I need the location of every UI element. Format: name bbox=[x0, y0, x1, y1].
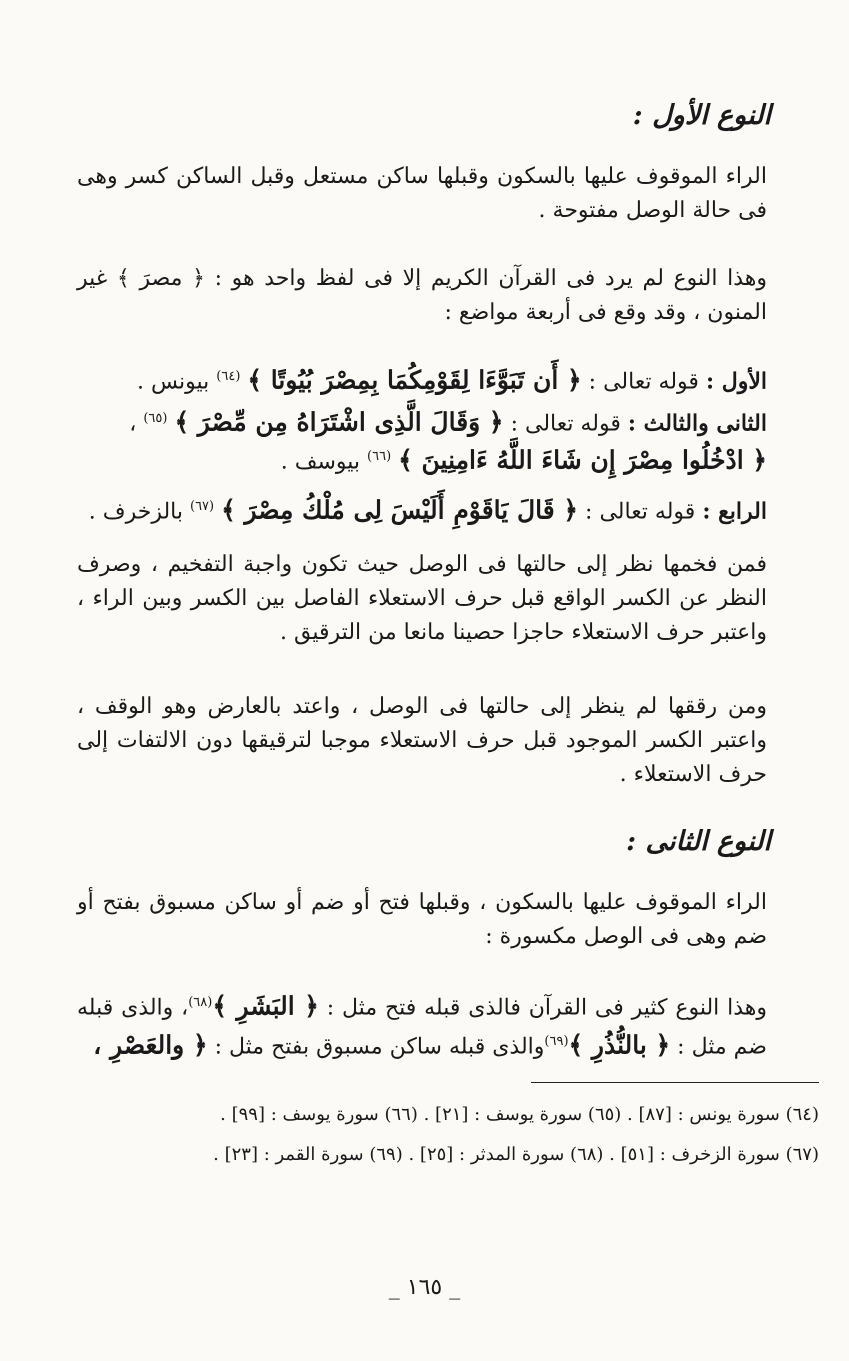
footnote-line: (٦٤) سورة يونس : [٨٧] . (٦٥) سورة يوسف : [٢١] . (٦٦) سورة يوسف : [٩٩] . bbox=[220, 1104, 819, 1125]
example-fourth bbox=[77, 490, 767, 529]
paragraph-definition-2: الراء الموقوف عليها بالسكون ، وقبلها فتح أو ضم أو ساكن مسبوق بفتح أو ضم وهى فى الوصل مكسورة : bbox=[77, 890, 767, 949]
examples-text-a: وهذا النوع كثير فى القرآن فالذى قبله فتح مثل : bbox=[318, 995, 767, 1021]
section-heading-first-type: النوع الأول : bbox=[632, 100, 771, 131]
section-heading-second-type: النوع الثانى : bbox=[626, 826, 771, 857]
examples-text-b: ، والذى قبله ضم مثل : bbox=[77, 995, 767, 1060]
example-source: بيوسف . bbox=[280, 449, 361, 475]
example-first bbox=[77, 360, 767, 399]
example-label: الثانى والثالث : bbox=[627, 410, 767, 437]
quran-verse: ﴿ وَقَالَ الَّذِى اشْتَرَاهُ مِن مِّصْرَ ﴾ bbox=[174, 407, 504, 437]
quran-verse: ﴿ قَالَ يَاقَوْمِ أَلَيْسَ لِى مُلْكُ مِصْرَ ﴾ bbox=[221, 495, 579, 525]
quran-verse: ﴿ ادْخُلُوا مِصْرَ إِن شَاءَ اللَّهُ ءَامِنِينَ ﴾ bbox=[398, 445, 767, 475]
paragraph-tafkhim: فمن فخمها نظر إلى حالتها فى الوصل حيث تكون واجبة التفخيم ، وصرف النظر عن الكسر الواقع قبل حرف الاستعلاء الفاصل بين الكسر وبين الراء ، واعتبر حرف الاستعلاء حاجزا حصينا مانعا من الترقيق . bbox=[77, 552, 767, 645]
example-intro: قوله تعالى : bbox=[503, 411, 621, 437]
example-second-third bbox=[77, 402, 767, 441]
footnote-ref: (٦٨) bbox=[188, 995, 213, 1010]
paragraph-examples bbox=[77, 986, 767, 1065]
example-separator: ، bbox=[129, 411, 137, 437]
footnote-divider bbox=[531, 1082, 819, 1083]
footnote-ref: (٦٧) bbox=[190, 499, 215, 514]
paragraph-definition-1: الراء الموقوف عليها بالسكون وقبلها ساكن مستعل وقبل الساكن كسر وهى فى حالة الوصل مفتوحة . bbox=[77, 164, 767, 223]
quran-verse: ﴿ أَن تَبَوَّءَا لِقَوْمِكُمَا بِمِصْرَ بُيُوتًا ﴾ bbox=[247, 365, 582, 395]
quran-word: ﴿ البَشَرِ ﴾ bbox=[212, 991, 319, 1021]
quran-word: ﴿ بالنُّذُرِ ﴾ bbox=[568, 1030, 671, 1060]
example-third-verse bbox=[77, 440, 767, 479]
footnote-ref: (٦٤) bbox=[216, 369, 241, 384]
quran-word: ﴿ والعَصْرِ ، bbox=[93, 1030, 208, 1060]
footnote-line: (٦٧) سورة الزخرف : [٥١] . (٦٨) سورة المدثر : [٢٥] . (٦٩) سورة القمر : [٢٣] . bbox=[213, 1144, 819, 1165]
example-intro: قوله تعالى : bbox=[578, 499, 696, 525]
example-intro: قوله تعالى : bbox=[581, 369, 699, 395]
footnote-ref: (٦٦) bbox=[367, 449, 392, 464]
footnote-ref: (٦٩) bbox=[544, 1034, 569, 1050]
paragraph-occurrences: وهذا النوع لم يرد فى القرآن الكريم إلا فى لفظ واحد هو : ﴿ مصرَ ﴾ غير المنون ، وقد وقع فى أربعة مواضع : bbox=[77, 266, 767, 325]
example-source: بالزخرف . bbox=[88, 499, 183, 525]
paragraph-tarqiq: ومن رققها لم ينظر إلى حالتها فى الوصل ، واعتد بالعارض وهو الوقف ، واعتبر الكسر الموجود قبل حرف الاستعلاء موجبا لترقيقها دون الالتفات إلى حرف الاستعلاء . bbox=[77, 694, 767, 787]
examples-text-c: والذى قبله ساكن مسبوق بفتح مثل : bbox=[207, 1034, 545, 1060]
footnote-ref: (٦٥) bbox=[143, 411, 168, 426]
example-label: الأول : bbox=[705, 368, 767, 395]
example-label: الرابع : bbox=[702, 498, 767, 525]
page-number: _ ١٦٥ _ bbox=[388, 1275, 461, 1300]
example-source: بيونس . bbox=[136, 369, 210, 395]
